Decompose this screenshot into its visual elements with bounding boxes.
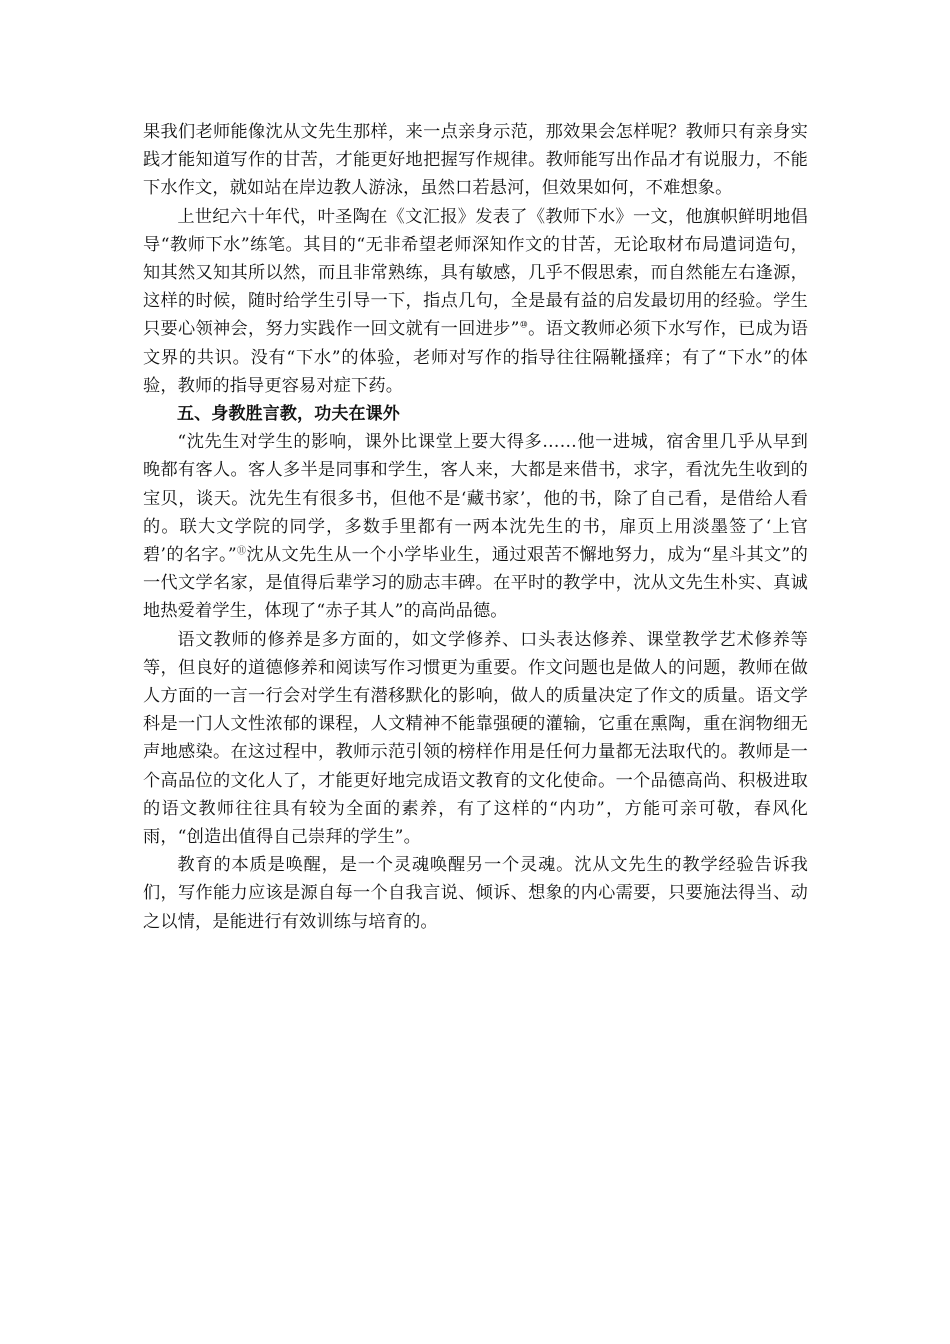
paragraph-2 <box>143 203 808 400</box>
paragraph-3 <box>143 428 808 625</box>
paragraph-4: 语文教师的修养是多方面的，如文学修养、口头表达修养、课堂教学艺术修养等等，但良好的道德修养和阅读写作习惯更为重要。作文问题也是做人的问题，教师在做人方面的一言一行会对学生有潜移默化的影响，做人的质量决定了作文的质量。语文学科是一门人文性浓郁的课程，人文精神不能靠强硬的灌输，它重在熏陶，重在润物细无声地感染。在这过程中，教师示范引领的榜样作用是任何力量都无法取代的。教师是一个高品位的文化人了，才能更好地完成语文教育的文化使命。一个品德高尚、积极进取的语文教师往往具有较为全面的素养，有了这样的“内功”，方能可亲可敬，春风化雨，“创造出值得自己崇拜的学生”。 <box>143 629 808 848</box>
paragraph-2-text-after: 。语文教师必须下水写作，已成为语文界的共识。没有“下水”的体验，老师对写作的指导往往隔靴搔痒；有了“下水”的体验，教师的指导更容易对症下药。 <box>143 319 809 396</box>
paragraph-2-text-before: 上世纪六十年代，叶圣陶在《文汇报》发表了《教师下水》一文，他旗帜鲜明地倡导“教师下水”练笔。其目的“无非希望老师深知作文的甘苦，无论取材布局遣词造句，知其然又知其所以然，而且非常熟练，具有敏感，几乎不假思索，而自然能左右逢源，这样的时候，随时给学生引导一下，指点几句，全是最有益的启发最切用的经验。学生只要心领神会，努力实践作一回文就有一回进步” <box>143 206 808 340</box>
paragraph-3-text-after: 沈从文先生从一个小学毕业生，通过艰苦不懈地努力，成为“星斗其文”的一代文学名家，是值得后辈学习的励志丰碑。在平时的教学中，沈从文先生朴实、真诚地热爱着学生，体现了“赤子其人”的高尚品德。 <box>143 545 809 622</box>
footnote-marker-11: ⑪ <box>236 546 247 557</box>
document-page <box>143 118 808 936</box>
paragraph-5: 教育的本质是唤醒，是一个灵魂唤醒另一个灵魂。沈从文先生的教学经验告诉我们，写作能力应该是源自每一个自我言说、倾诉、想象的内心需要，只要施法得当、动之以情，是能进行有效训练与培育的。 <box>143 855 808 932</box>
paragraph-1: 果我们老师能像沈从文先生那样，来一点亲身示范，那效果会怎样呢？教师只有亲身实践才能知道写作的甘苦，才能更好地把握写作规律。教师能写出作品才有说服力，不能下水作文，就如站在岸边教人游泳，虽然口若悬河，但效果如何，不难想象。 <box>143 122 808 199</box>
paragraph-3-text: “沈先生对学生的影响，课外比课堂上要大得多……他一进城，宿舍里几乎从早到晚都有客人。客人多半是同事和学生，客人来，大都是来借书，求字，看沈先生收到的宝贝，谈天。沈先生有很多书，但他不是‘藏书家’，他的书，除了自己看，是借给人看的。联大文学院的同学，多数手里都有一两本沈先生的书，扉页上用淡墨签了‘上官碧’的名字。” <box>143 432 808 566</box>
footnote-marker-10: ⑩ <box>519 320 529 331</box>
section-heading: 五、身教胜言教，功夫在课外 <box>177 404 400 425</box>
